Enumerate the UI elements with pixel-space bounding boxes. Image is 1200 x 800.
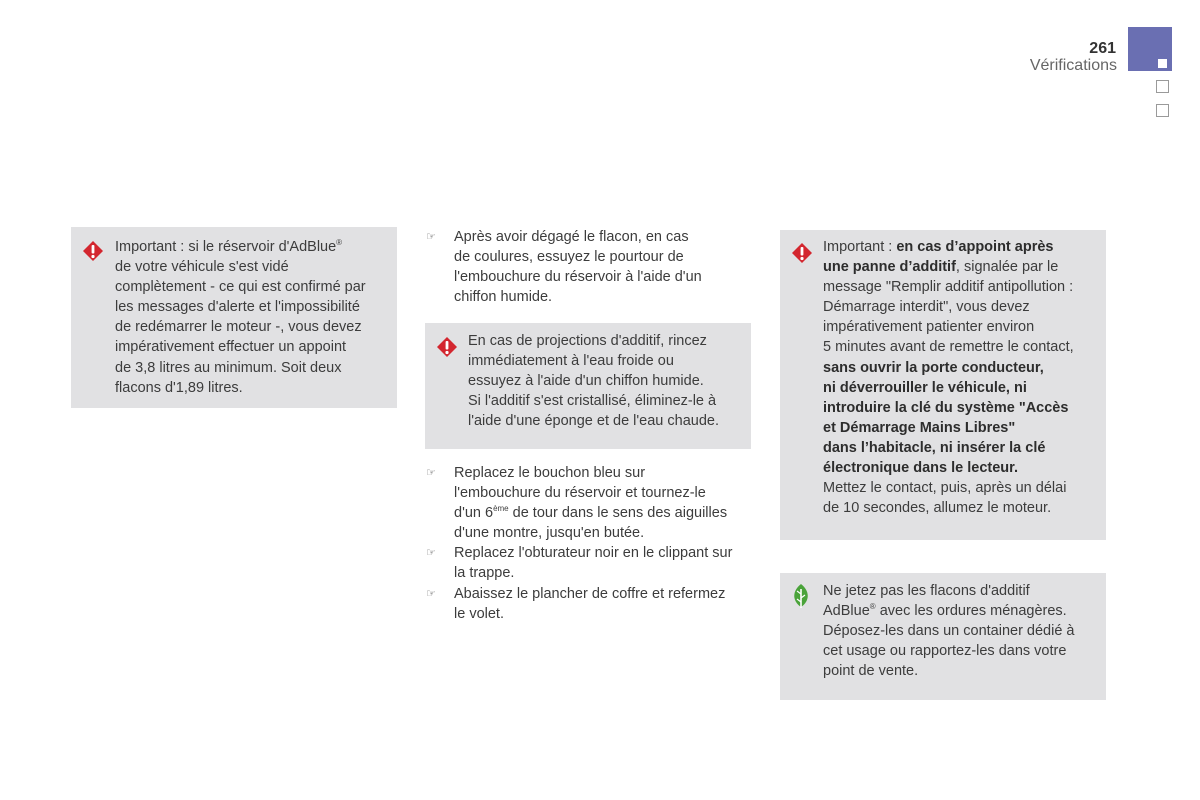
warning-box-adblue-empty — [71, 227, 397, 408]
warning-icon — [436, 336, 458, 358]
environment-text: Ne jetez pas les flacons d'additif AdBlue® avec les ordures ménagères. Déposez-les dans un container dédié à cet usage ou rapportez-les dans votre point de vente. — [823, 583, 1075, 680]
pointing-hand-icon: ☞ — [426, 587, 436, 600]
step-1: ☞ Après avoir dégagé le flacon, en cas de coulures, essuyez le pourtour de l'embouchure du réservoir à l'aide d'un chiffon humide. — [426, 229, 702, 306]
section-title: Vérifications — [1029, 57, 1117, 74]
steps-list — [426, 463, 756, 624]
warning-box-additive-failure — [780, 230, 1106, 540]
pointing-hand-icon: ☞ — [426, 467, 436, 479]
warning-text: En cas de projections d'additif, rincez immédiatement à l'eau froide ou essuyez à l'aide d'un chiffon humide. Si l'additif s'est cristallisé, éliminez-le à l'aide d'une éponge et de l'eau chaude. — [468, 333, 719, 430]
step-2: ☞ Replacez le bouchon bleu sur l'embouchure du réservoir et tournez-le d'un 6ème de tour dans le sens des aiguilles d'une montre, jusqu'en butée. — [426, 465, 728, 542]
chapter-tab-marker — [1158, 59, 1167, 68]
warning-icon — [791, 242, 813, 264]
environment-box-disposal — [780, 573, 1106, 700]
page-number: 261 — [1089, 40, 1116, 57]
pointing-hand-icon: ☞ — [426, 547, 436, 560]
leaf-icon — [790, 583, 812, 609]
warning-box-projections — [425, 323, 751, 449]
warning-icon — [82, 240, 104, 262]
chapter-tab-box — [1156, 104, 1169, 117]
pointing-hand-icon: ☞ — [426, 231, 436, 243]
step-4: ☞ Abaissez le plancher de coffre et refermez le volet. — [426, 585, 726, 622]
chapter-tab-box — [1156, 80, 1169, 93]
warning-text: Important : si le réservoir d'AdBlue® de votre véhicule s'est vidé complètement - ce qui est confirmé par les messages d'alerte et l'impossibilité de redémarrer le moteur -, vous devez impérativement effectuer un appoint de 3,8 litres au minimum. Soit deux flacons d'1,89 litres. — [115, 238, 366, 396]
step-3: ☞ Replacez l'obturateur noir en le clippant sur la trappe. — [426, 545, 733, 582]
warning-text: Important : en cas d’appoint après une panne d’additif, signalée par le message "Remplir additif antipollution : Démarrage interdit", vous devez impérativement patienter environ 5 minutes avant de remettre le contact, sans ouvrir la porte conducteur, ni déverrouiller le véhicule, ni introduire la clé du système "Accès et Démarrage Mains Libres" dans l’habitacle, ni insérer la clé électronique dans le lecteur. Mettez le contact, puis, après un délai de 10 secondes, allumez le moteur. — [823, 239, 1074, 517]
